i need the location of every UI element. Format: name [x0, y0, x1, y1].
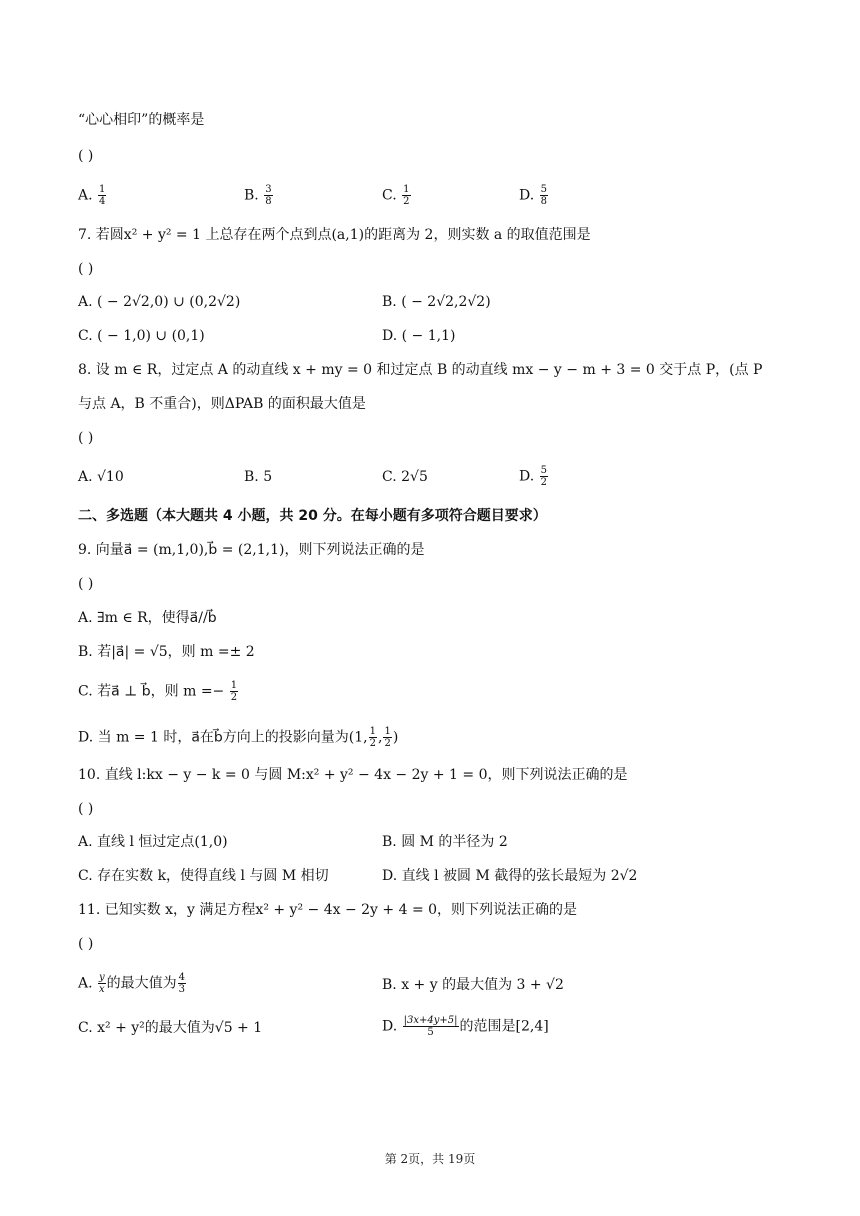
q8-option-a: A. √10 [78, 469, 124, 485]
q6-stem-continuation: “心心相印”的概率是 [78, 112, 205, 128]
q10-option-d: D. 直线 l 被圆 M 截得的弦长最短为 2√2 [382, 868, 638, 884]
q6-option-a: A. $\frac{1}{4}$ [78, 184, 106, 207]
q6-option-b: B. $\frac{3}{8}$ [244, 184, 272, 207]
page-footer: 第 2页，共 19页 [384, 1152, 476, 1166]
q11-option-d: D. $\frac{|3x+4y+5|}{5}$ 的范围是[2,4] [382, 1015, 549, 1038]
q8-option-d: D. $\frac{5}{2}$ [519, 465, 548, 488]
q7-option-d: D. ( − 1,1) [382, 328, 456, 344]
q10-answer-paren: ( ) [78, 801, 94, 817]
q11-option-b: B. x + y 的最大值为 3 + √2 [382, 977, 564, 993]
q11-answer-paren: ( ) [78, 936, 94, 952]
q6-option-c: C. $\frac{1}{2}$ [382, 184, 410, 207]
q9-option-b: B. 若|a⃗| = √5，则 m =± 2 [78, 644, 255, 660]
q9-option-c: C. 若a⃗ ⊥ b⃗，则 m =− $\frac{1}{2}$ [78, 680, 238, 703]
q9-answer-paren: ( ) [78, 576, 94, 592]
q6-answer-paren: ( ) [78, 148, 94, 164]
q8-stem-line-1: 8. 设 m ∈ R，过定点 A 的动直线 x + my = 0 和过定点 B 的动直线 mx − y − m + 3 = 0 交于点 P，(点 P [78, 362, 763, 378]
q11-option-c: C. x² + y²的最大值为√5 + 1 [78, 1020, 263, 1036]
q11-stem: 11. 已知实数 x，y 满足方程x² + y² − 4x − 2y + 4 = 0，则下列说法正确的是 [78, 902, 578, 918]
q7-option-b: B. ( − 2√2,2√2) [382, 294, 491, 310]
q9-stem: 9. 向量a⃗ = (m,1,0),b⃗ = (2,1,1)，则下列说法正确的是 [78, 542, 425, 558]
q7-option-a: A. ( − 2√2,0) ∪ (0,2√2) [78, 294, 241, 310]
q7-answer-paren: ( ) [78, 261, 94, 277]
q8-stem-line-2: 与点 A，B 不重合)，则ΔPAB 的面积最大值是 [78, 396, 366, 412]
section-heading-multiple-choice: 二、多选题（本大题共 4 小题，共 20 分。在每小题有多项符合题目要求） [78, 508, 547, 524]
q11-option-a: A. $\frac{y}{x}$ 的最大值为 $\frac{4}{3}$ [78, 972, 186, 995]
q8-option-b: B. 5 [244, 469, 273, 485]
q10-option-a: A. 直线 l 恒过定点(1,0) [78, 834, 228, 850]
q9-option-d: D. 当 m = 1 时，a⃗在b⃗方向上的投影向量为(1, $\frac{1}{2}$ , $\frac{1}{2}$ ) [78, 726, 399, 749]
q8-option-c: C. 2√5 [382, 469, 428, 485]
q6-option-d: D. $\frac{5}{8}$ [519, 184, 548, 207]
q7-option-c: C. ( − 1,0) ∪ (0,1) [78, 328, 205, 344]
q7-stem: 7. 若圆x² + y² = 1 上总存在两个点到点(a,1)的距离为 2，则实数 a 的取值范围是 [78, 227, 591, 243]
q10-option-b: B. 圆 M 的半径为 2 [382, 834, 508, 850]
q8-answer-paren: ( ) [78, 430, 94, 446]
q9-option-a: A. ∃m ∈ R，使得a⃗//b⃗ [78, 610, 217, 626]
q10-option-c: C. 存在实数 k，使得直线 l 与圆 M 相切 [78, 868, 329, 884]
q10-stem: 10. 直线 l:kx − y − k = 0 与圆 M:x² + y² − 4x − 2y + 1 = 0，则下列说法正确的是 [78, 767, 628, 783]
